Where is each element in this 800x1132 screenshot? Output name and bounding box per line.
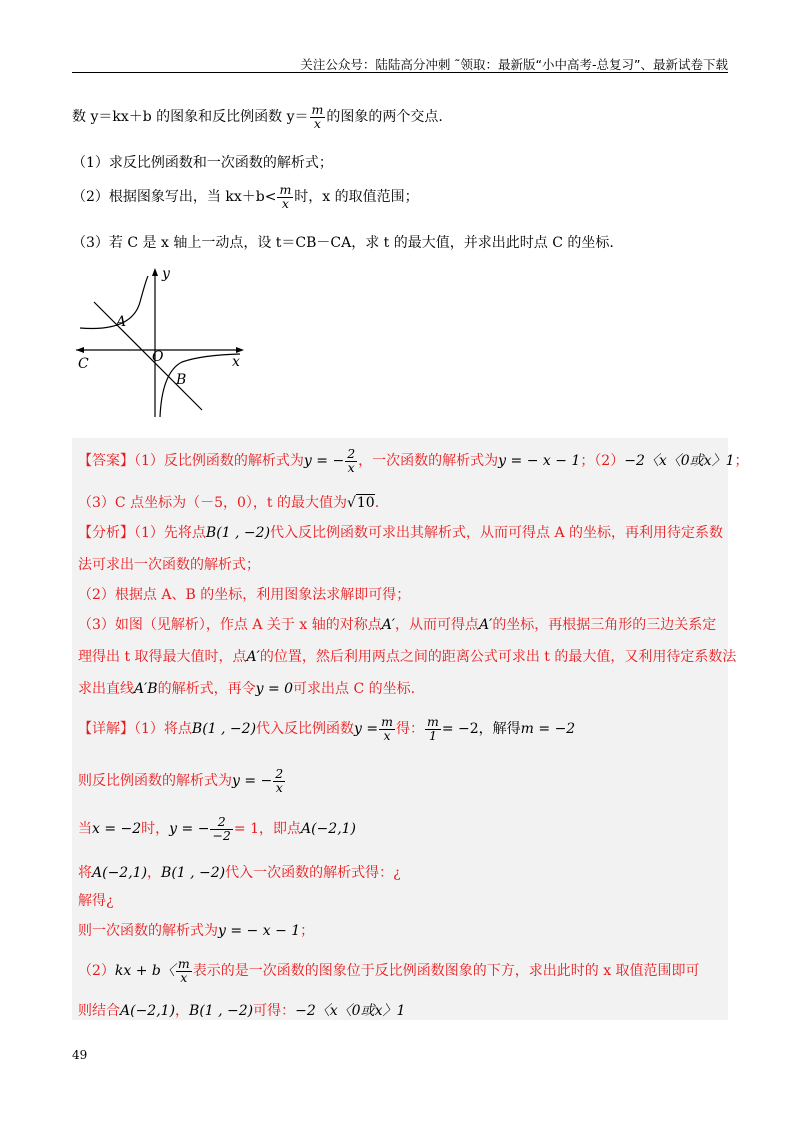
numerator: 2 [210, 816, 232, 830]
analysis-text: （3）如图（见解析），作点 A 关于 x 轴的对称点 [78, 617, 382, 633]
denominator: −2 [212, 827, 231, 843]
equation: y = 0 [255, 681, 294, 697]
range: −2〈x〈0或x〉1 [295, 1003, 406, 1019]
detail-text: 代入反比例函数 [256, 721, 355, 737]
denominator: x [281, 195, 289, 211]
x-axis-arrow-icon [236, 347, 244, 353]
fraction [277, 184, 293, 210]
detail-text: 得： [395, 721, 424, 737]
point: B(1 , −2) [189, 1003, 254, 1019]
answer-text: ；（2） [580, 453, 625, 469]
detail-text: 则结合 [78, 1003, 120, 1019]
fraction [425, 716, 441, 742]
numerator: m [426, 714, 439, 729]
numerator: m [311, 102, 324, 117]
point: A′ [246, 649, 260, 665]
equation: m = −2 [520, 721, 576, 737]
detail-line-3 [78, 816, 356, 842]
detail-text: ； [300, 923, 315, 939]
answer-text: （3）C 点坐标为（－5，0），t 的最大值为 [78, 495, 347, 511]
point: A′ [479, 617, 493, 633]
detail-text: 表示的是一次函数的图象位于反比例函数图象的下方，求出此时的 x 取值范围即可 [192, 963, 700, 979]
detail-line-2 [78, 768, 286, 794]
header-text: 关注公众号：陆陆高分冲刺 ˜领取：最新版“小中高考-总复习”、最新试卷下载 [300, 57, 728, 72]
equation: y = − x − 1 [498, 453, 581, 469]
point: B(1 , −2) [191, 721, 257, 737]
denominator: x [180, 969, 188, 985]
analysis-line-4 [78, 614, 716, 634]
analysis-text: 代入反比例函数可求出其解析式，从而可得点 A 的坐标，再利用待定系数 [270, 525, 724, 541]
denominator: x [383, 727, 391, 743]
equation: x = −2 [92, 821, 142, 837]
detail-text: 当 [78, 821, 92, 837]
detail-line-8 [78, 1000, 405, 1020]
analysis-text: 的解析式，再令 [157, 681, 256, 697]
denominator: x [347, 459, 355, 475]
fraction [310, 104, 326, 130]
y-axis-arrow-icon [152, 268, 158, 276]
answer-line-2: （3）C 点坐标为（－5，0），t 的最大值为√10. [78, 495, 380, 511]
detail-text: = 1，即点 [233, 821, 301, 837]
label-O: O [152, 349, 164, 365]
point: A(−2,1) [120, 1003, 176, 1019]
analysis-tag: 【分析】 [78, 525, 134, 541]
denominator: 1 [428, 727, 437, 743]
analysis-text: 的坐标，再根据三角形的三边关系定 [492, 617, 717, 633]
analysis-text: 求出直线 [78, 681, 134, 697]
label-C: C [78, 356, 89, 372]
point: B(1 , −2) [205, 525, 271, 541]
range: −2〈x〈0或x〉1 [624, 453, 735, 469]
detail-text: 时， [141, 821, 170, 837]
detail-line-6 [78, 920, 314, 940]
label-y: y [162, 266, 170, 282]
analysis-line-1 [78, 522, 723, 542]
label-A: A [116, 314, 127, 330]
detail-text: 则一次函数的解析式为 [78, 923, 218, 939]
point: A(−2,1) [300, 821, 357, 837]
analysis-text: （1）先将点 [134, 525, 206, 541]
analysis-line-3: （2）根据点 A、B 的坐标，利用图象法求解即可得； [78, 587, 411, 603]
analysis-text: 理得出 t 取得最大值时，点 [78, 649, 247, 665]
sqrt-value: 10 [356, 495, 375, 511]
question-text: 数 y＝kx＋b 的图象和反比例函数 y＝ [72, 109, 309, 125]
equation: y = − [232, 773, 273, 789]
numerator: 2 [275, 766, 284, 781]
point: A(−2,1) [92, 865, 148, 881]
function-graph [72, 262, 252, 422]
point: B(1 , −2) [161, 865, 226, 881]
equation: = −2，解得 [441, 721, 521, 737]
analysis-text: 的位置，然后利用两点之间的距离公式可求出 t 的最大值，又利用待定系数法 [259, 649, 737, 665]
numerator: m [279, 182, 292, 197]
page-number: 49 [72, 1048, 88, 1062]
x-axis-left-arrow-icon [76, 347, 84, 353]
fraction [210, 816, 232, 842]
question-text: 的图象的两个交点. [326, 109, 443, 125]
fraction [345, 448, 357, 474]
detail-tag: 【详解】 [78, 721, 134, 737]
detail-text: 将 [78, 865, 92, 881]
answer-text: ，一次函数的解析式为 [358, 453, 499, 469]
fraction [379, 716, 395, 742]
answer-tag: 【答案】 [78, 453, 134, 469]
equation: y = [354, 721, 379, 737]
fraction [176, 958, 192, 984]
line-graph [94, 302, 202, 410]
detail-text: 则反比例函数的解析式为 [78, 773, 232, 789]
analysis-line-6 [78, 678, 415, 698]
detail-text: （2） [78, 963, 115, 979]
detail-text: ， [147, 865, 162, 881]
analysis-line-2: 法可求出一次函数的解析式； [78, 557, 260, 573]
denominator: x [313, 115, 321, 131]
fraction [273, 768, 285, 794]
numerator: m [381, 714, 393, 729]
question-line-0 [72, 104, 443, 130]
label-B: B [176, 372, 187, 388]
answer-text: （1）反比例函数的解析式为 [134, 453, 304, 469]
detail-text: （1）将点 [134, 721, 192, 737]
question-text: （2）根据图象写出，当 kx＋b< [72, 189, 277, 205]
question-3: （3）若 C 是 x 轴上一动点，设 t＝CB－CA，求 t 的最大值，并求出此时点 C 的坐标. [72, 235, 614, 251]
question-text: 时，x 的取值范围； [294, 189, 419, 205]
detail-line-7 [78, 958, 700, 984]
answer-text: . [374, 495, 380, 511]
page-header [72, 52, 728, 73]
numerator: m [177, 956, 190, 971]
detail-line-5: 解得¿ [78, 893, 114, 909]
label-x: x [232, 354, 240, 370]
analysis-line-5 [78, 646, 736, 666]
answer-line-1 [78, 448, 748, 474]
point: A′ [381, 617, 396, 633]
equation: y = − [169, 821, 210, 837]
equation: kx + b〈 [114, 963, 175, 979]
detail-line-1 [78, 716, 575, 742]
question-1: （1）求反比例函数和一次函数的解析式； [72, 155, 333, 171]
analysis-text: 可求出点 C 的坐标. [293, 681, 416, 697]
analysis-text: ，从而可得点 [395, 617, 480, 633]
detail-text: 代入一次函数的解析式得：¿ [225, 865, 401, 881]
numerator: 2 [347, 446, 356, 461]
detail-text: ， [175, 1003, 190, 1019]
equation: y = − x − 1 [218, 923, 301, 939]
equation: y = − [303, 453, 345, 469]
detail-text: 可得： [253, 1003, 296, 1019]
denominator: x [275, 779, 283, 795]
line-label: A′B [134, 681, 158, 697]
question-2 [72, 184, 419, 210]
answer-text: ； [734, 453, 749, 469]
detail-line-4 [78, 862, 401, 882]
hyperbola-branch-upper [80, 276, 148, 328]
